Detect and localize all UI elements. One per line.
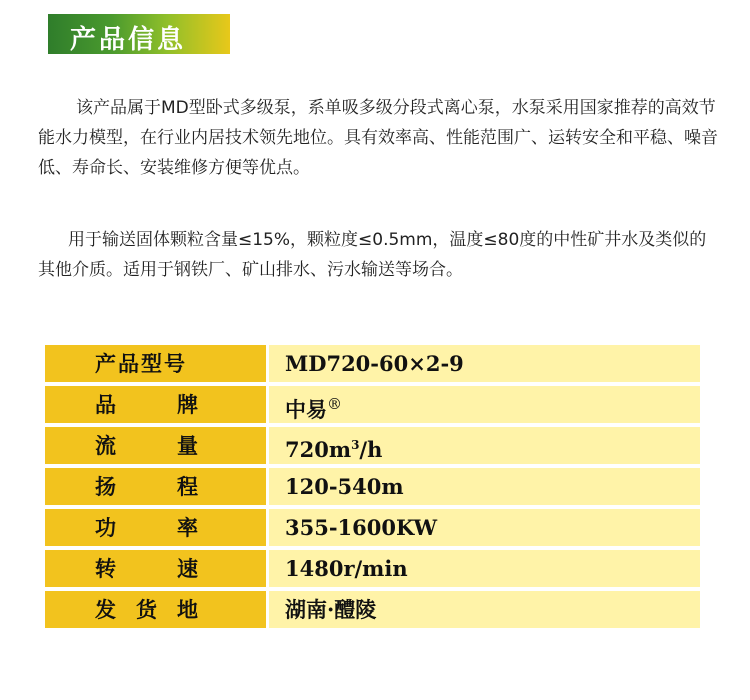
spec-label-char: 牌: [177, 392, 198, 417]
spec-label-char: 品: [95, 392, 116, 417]
spec-label-cell: [45, 427, 266, 464]
spec-label-char: 率: [177, 515, 198, 540]
spec-value: 湖南·醴陵: [269, 591, 700, 628]
spec-value-unit: /h: [359, 437, 383, 462]
spec-row-origin: [45, 591, 700, 628]
spec-value: 355-1600KW: [269, 509, 700, 546]
spec-row-power: [45, 509, 700, 546]
spec-label-cell: [45, 550, 266, 587]
spec-label-char: 扬: [95, 474, 116, 499]
spec-row-model: [45, 345, 700, 382]
spec-value-superscript: 3: [351, 438, 360, 452]
spec-value-cell: [269, 386, 700, 423]
spec-label-char: 程: [177, 474, 198, 499]
spec-value: MD720-60×2-9: [269, 345, 700, 382]
section-header-banner: [48, 14, 230, 54]
spec-value: 中易: [285, 397, 327, 422]
section-title: 产品信息: [70, 25, 187, 55]
spec-table: [45, 345, 700, 632]
spec-label-cell: [45, 345, 266, 382]
spec-label-char: 功: [95, 515, 116, 540]
spec-value: 720m: [285, 437, 352, 462]
spec-label-char: 量: [177, 433, 198, 458]
intro-paragraph-1: [38, 93, 718, 183]
spec-label-char: 货: [136, 597, 157, 622]
spec-label-char: 转: [95, 556, 116, 581]
spec-row-head: [45, 468, 700, 505]
spec-label-cell: [45, 591, 266, 628]
registered-mark: ®: [327, 395, 342, 413]
spec-value: 1480r/min: [269, 550, 700, 587]
spec-row-flow: [45, 427, 700, 464]
spec-label-cell: [45, 386, 266, 423]
spec-value-cell: [269, 427, 700, 464]
spec-value: 120-540m: [269, 468, 700, 505]
spec-row-speed: [45, 550, 700, 587]
spec-label-char: 速: [177, 556, 198, 581]
intro-text-1: 该产品属于MD型卧式多级泵，系单吸多级分段式离心泵，水泵采用国家推荐的高效节能水力模型，在行业内居技术领先地位。具有效率高、性能范围广、运转安全和平稳、噪音低、寿命长、安装维修方便等优点。: [38, 98, 718, 178]
intro-paragraph-2: [38, 225, 718, 285]
spec-label-cell: [45, 468, 266, 505]
spec-label: 产品型号: [95, 351, 187, 376]
spec-row-brand: [45, 386, 700, 423]
spec-label-char: 地: [177, 597, 198, 622]
intro-text-2: 用于输送固体颗粒含量≤15%，颗粒度≤0.5mm，温度≤80度的中性矿井水及类似的其他介质。适用于钢铁厂、矿山排水、污水输送等场合。: [38, 230, 707, 280]
spec-label-char: 流: [95, 433, 116, 458]
spec-label-char: 发: [95, 597, 116, 622]
spec-label-cell: [45, 509, 266, 546]
